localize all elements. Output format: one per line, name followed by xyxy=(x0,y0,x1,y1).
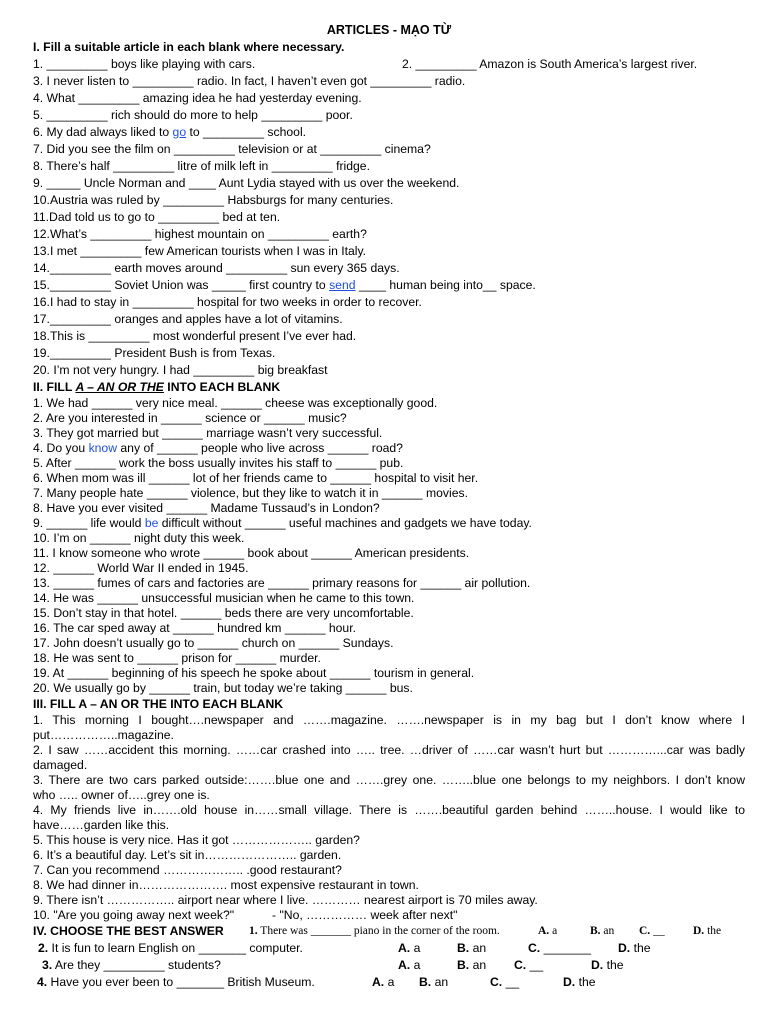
question-text: 5. This house is very nice. Has it got ……………….. garden? xyxy=(33,833,360,847)
answer-text: - "No, …………… week after next" xyxy=(272,908,458,922)
question-text: 20. I’m not very hungry. I had _________ big breakfast xyxy=(33,363,328,377)
option-b[interactable] xyxy=(590,923,614,940)
option-letter: C. xyxy=(639,925,651,937)
option-text: an xyxy=(469,958,487,972)
option-text: a xyxy=(549,925,558,937)
dictionary-link[interactable]: send xyxy=(329,278,356,292)
question-text: to _________ school. xyxy=(186,125,307,139)
question-text: ____ human being into__ space. xyxy=(355,278,536,292)
question-text: 14._________ earth moves around _________ sun every 365 days. xyxy=(33,261,400,275)
question-text: put……………..magazine. xyxy=(33,728,174,742)
option-b[interactable] xyxy=(457,940,486,957)
question-text: 8. There’s half _________ litre of milk left in _________ fridge. xyxy=(33,159,370,173)
section-3-heading: III. FILL A – AN OR THE INTO EACH BLANK xyxy=(33,697,284,711)
question-text: There was _______ piano in the corner of the room. xyxy=(257,925,500,937)
question-text: 3. They got married but ______ marriage wasn’t very successful. xyxy=(33,426,383,440)
question-text: Are they _________ students? xyxy=(52,958,221,972)
question-text: 2. I saw ……accident this morning. ……car crashed into ….. tree. …driver of ……car wasn’t hurt but …………...car was badly xyxy=(33,743,745,757)
question-text: 4. Do you xyxy=(33,441,89,455)
question-text: 17. John doesn’t usually go to ______ church on ______ Sundays. xyxy=(33,636,394,650)
question-text: 4. My friends live in…….old house in……small village. There is …….beautiful garden behind ……..house. I would like to xyxy=(33,803,745,817)
question-text: 17._________ oranges and apples have a lot of vitamins. xyxy=(33,312,343,326)
question-text: 1. This morning I bought….newspaper and …….magazine. …….newspaper is in my bag but I don’t know where I xyxy=(33,713,745,727)
option-b[interactable] xyxy=(419,974,448,991)
option-letter: A. xyxy=(398,958,411,972)
question-text: It is fun to learn English on _______ computer. xyxy=(48,941,303,955)
question-text: have……garden like this. xyxy=(33,818,170,832)
question-text: 5. _________ rich should do more to help _________ poor. xyxy=(33,108,353,122)
question-text: 3. I never listen to _________ radio. In fact, I haven’t even got _________ radio. xyxy=(33,74,466,88)
question-text: 6. It’s a beautiful day. Let’s sit in………………….. garden. xyxy=(33,848,342,862)
section-2-heading xyxy=(33,379,745,396)
question-text: 10. I’m on ______ night duty this week. xyxy=(33,531,245,545)
option-letter: B. xyxy=(590,925,601,937)
dictionary-link[interactable]: know xyxy=(88,441,118,455)
question-text: 8. We had dinner in…………………. most expensive restaurant in town. xyxy=(33,878,419,892)
question-text: 16.I had to stay in _________ hospital for two weeks in order to recover. xyxy=(33,295,422,309)
question-text: 10. "Are you going away next week?" xyxy=(33,908,235,922)
question-text: 10.Austria was ruled by _________ Habsburgs for many centuries. xyxy=(33,193,394,207)
question-text: 7. Can you recommend ……………….. .good restaurant? xyxy=(33,863,342,877)
option-text: an xyxy=(600,925,615,937)
question-stem xyxy=(38,940,303,957)
option-letter: B. xyxy=(419,975,432,989)
question-text: 15. Don’t stay in that hotel. ______ beds there are very uncomfortable. xyxy=(33,606,414,620)
option-text: _______ xyxy=(540,941,592,955)
option-text: an xyxy=(469,941,487,955)
question-text: 12.What’s _________ highest mountain on _________ earth? xyxy=(33,227,367,241)
section-4-heading: IV. CHOOSE THE BEST ANSWER xyxy=(33,924,224,938)
option-letter: D. xyxy=(563,975,576,989)
option-a[interactable] xyxy=(538,923,557,940)
question-text: 2. Are you interested in ______ science or ______ music? xyxy=(33,411,347,425)
question-text: 11.Dad told us to go to _________ bed at ten. xyxy=(33,210,281,224)
question-number: 3. xyxy=(42,958,53,972)
worksheet xyxy=(33,22,745,991)
option-text: the xyxy=(704,925,722,937)
question-text: 12. ______ World War II ended in 1945. xyxy=(33,561,249,575)
question-text: 8. Have you ever visited ______ Madame Tussaud’s in London? xyxy=(33,501,380,515)
question-text: 14. He was ______ unsuccessful musician when he came to this town. xyxy=(33,591,415,605)
option-text: an xyxy=(431,975,449,989)
question-text: 1. We had ______ very nice meal. ______ cheese was exceptionally good. xyxy=(33,396,438,410)
option-letter: A. xyxy=(538,925,550,937)
question-row xyxy=(33,957,745,974)
option-text: the xyxy=(630,941,651,955)
question-text: 6. My dad always liked to xyxy=(33,125,173,139)
question-text: difficult without ______ useful machines and gadgets we have today. xyxy=(158,516,532,530)
question-text: 9. ______ life would xyxy=(33,516,145,530)
question-text: 19. At ______ beginning of his speech he spoke about ______ tourism in general. xyxy=(33,666,475,680)
question-number: 2. xyxy=(38,941,49,955)
section-1-heading: I. Fill a suitable article in each blank where necessary. xyxy=(33,40,345,54)
option-letter: D. xyxy=(693,925,705,937)
option-c[interactable] xyxy=(490,974,519,991)
question-number: 4. xyxy=(37,975,48,989)
option-a[interactable] xyxy=(398,940,420,957)
question-text: 6. When mom was ill ______ lot of her friends came to ______ hospital to visit her. xyxy=(33,471,479,485)
question-row xyxy=(33,940,745,957)
dictionary-link[interactable]: go xyxy=(172,125,187,139)
question-text: 5. After ______ work the boss usually invites his staff to ______ pub. xyxy=(33,456,404,470)
option-letter: C. xyxy=(514,958,527,972)
option-letter: C. xyxy=(528,941,541,955)
question-text: 19._________ President Bush is from Texas. xyxy=(33,346,276,360)
option-d[interactable] xyxy=(618,940,651,957)
option-b[interactable] xyxy=(457,957,486,974)
heading-text: INTO EACH BLANK xyxy=(163,380,281,394)
question-text: who ….. owner of…..grey one is. xyxy=(33,788,210,802)
option-c[interactable] xyxy=(528,940,591,957)
question-text: 2. _________ Amazon is South America’s largest river. xyxy=(402,57,698,71)
option-text: the xyxy=(575,975,596,989)
option-letter: D. xyxy=(591,958,604,972)
question-text: 3. There are two cars parked outside:…….blue one and …….grey one. ……..blue one belongs to my neighbors. I don’t know xyxy=(33,773,745,787)
question-row xyxy=(33,277,745,294)
option-d[interactable] xyxy=(591,957,624,974)
option-c[interactable] xyxy=(639,923,665,940)
question-text: 13. ______ fumes of cars and factories are ______ primary reasons for ______ air pollution. xyxy=(33,576,531,590)
option-text: a xyxy=(410,958,421,972)
page-title: ARTICLES - MẠO TỪ xyxy=(326,23,452,37)
option-text: __ xyxy=(502,975,520,989)
option-text: __ xyxy=(650,925,665,937)
question-text: 1. _________ boys like playing with cars. xyxy=(33,57,256,71)
question-text: 16. The car sped away at ______ hundred km ______ hour. xyxy=(33,621,356,635)
option-text: __ xyxy=(526,958,544,972)
option-letter: B. xyxy=(457,958,470,972)
question-text: 9. There isn’t …………….. airport near where I live. ………… nearest airport is 70 miles away. xyxy=(33,893,538,907)
question-row xyxy=(33,56,745,73)
option-letter: C. xyxy=(490,975,503,989)
question-text: 11. I know someone who wrote ______ book about ______ American presidents. xyxy=(33,546,470,560)
question-text: 15._________ Soviet Union was _____ first country to xyxy=(33,278,330,292)
option-letter: D. xyxy=(618,941,631,955)
question-text: 4. What _________ amazing idea he had yesterday evening. xyxy=(33,91,362,105)
question-row xyxy=(33,516,745,531)
option-letter: B. xyxy=(457,941,470,955)
question-text: 13.I met _________ few American tourists when I was in Italy. xyxy=(33,244,367,258)
option-text: a xyxy=(410,941,421,955)
option-letter: A. xyxy=(398,941,411,955)
option-a[interactable] xyxy=(372,974,394,991)
option-c[interactable] xyxy=(514,957,543,974)
option-d[interactable] xyxy=(693,923,721,940)
question-stem xyxy=(42,957,221,974)
option-text: a xyxy=(384,975,395,989)
question-text: 20. We usually go by ______ train, but today we’re taking ______ bus. xyxy=(33,681,413,695)
question-stem xyxy=(37,974,315,991)
question-text: 18. He was sent to ______ prison for ______ murder. xyxy=(33,651,321,665)
question-row xyxy=(33,974,745,991)
heading-text: II. FILL xyxy=(33,380,76,394)
question-row xyxy=(33,124,745,141)
dictionary-link[interactable]: be xyxy=(144,516,159,530)
question-text: 7. Did you see the film on _________ television or at _________ cinema? xyxy=(33,142,431,156)
question-row xyxy=(249,923,500,940)
question-row xyxy=(33,908,745,923)
question-text: 7. Many people hate ______ violence, but they like to watch it in ______ movies. xyxy=(33,486,468,500)
question-text: damaged. xyxy=(33,758,88,772)
question-text: 18.This is _________ most wonderful present I’ve ever had. xyxy=(33,329,357,343)
question-text: 9. _____ Uncle Norman and ____ Aunt Lydia stayed with us over the weekend. xyxy=(33,176,460,190)
question-number: 1. xyxy=(249,925,258,937)
option-text: the xyxy=(603,958,624,972)
heading-emphasis: A – AN OR THE xyxy=(75,380,164,394)
option-a[interactable] xyxy=(398,957,420,974)
option-d[interactable] xyxy=(563,974,596,991)
question-row xyxy=(33,441,745,456)
section-4-first-row xyxy=(33,923,745,940)
option-letter: A. xyxy=(372,975,385,989)
question-text: Have you ever been to _______ British Museum. xyxy=(47,975,315,989)
question-text: any of ______ people who live across ______ road? xyxy=(117,441,403,455)
